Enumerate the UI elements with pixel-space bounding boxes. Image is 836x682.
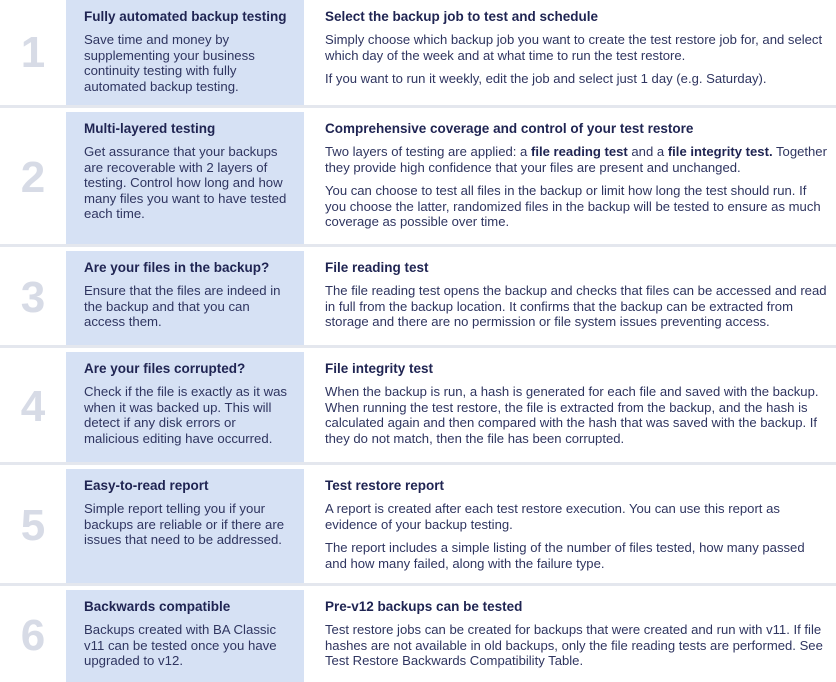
feature-row-6 — [0, 590, 836, 682]
detail-text: Together they provide high confidence that your files are present and unchanged. — [325, 144, 827, 175]
feature-summary — [66, 352, 304, 462]
feature-detail — [304, 251, 836, 345]
feature-row-5 — [0, 469, 836, 583]
row-number: 1 — [20, 27, 46, 77]
feature-summary — [66, 590, 304, 682]
detail-paragraph — [325, 144, 828, 175]
feature-detail — [304, 352, 836, 462]
detail-title: Test restore report — [325, 478, 445, 493]
detail-title: Comprehensive coverage and control of your test restore — [325, 121, 694, 136]
feature-description: Check if the file is exactly as it was when it was backed up. This will detect if any disk errors or malicious editing have occurred. — [84, 384, 288, 446]
file-integrity-test-highlight: file integrity test. — [667, 144, 773, 159]
feature-detail — [304, 0, 836, 105]
detail-paragraph: If you want to run it weekly, edit the job and select just 1 day (e.g. Saturday). — [325, 71, 767, 87]
feature-detail — [304, 590, 836, 682]
feature-summary — [66, 251, 304, 345]
feature-title: Easy-to-read report — [84, 478, 209, 493]
row-divider — [0, 583, 836, 586]
row-number: 2 — [20, 153, 46, 202]
feature-row-1 — [0, 0, 836, 105]
feature-description: Backups created with BA Classic v11 can be tested once you have upgraded to v12. — [84, 622, 277, 669]
detail-title: Select the backup job to test and schedule — [325, 9, 599, 24]
feature-title: Are your files in the backup? — [84, 260, 270, 275]
row-number: 5 — [20, 501, 46, 550]
feature-description: Simple report telling you if your backups are reliable or if there are issues that need to be addressed. — [84, 501, 285, 548]
detail-text: Two layers of testing are applied: a — [325, 144, 531, 159]
row-divider — [0, 345, 836, 348]
detail-paragraph: You can choose to test all files in the backup or limit how long the test should run. If you choose the latter, randomized files in the backup will be tested to ensure as much coverage as possible over time. — [325, 183, 821, 230]
detail-paragraph: When the backup is run, a hash is generated for each file and saved with the backup. When running the test restore, the file is extracted from the backup, and the hash is calculated again and then compared with the hash that was saved with the backup. If they do not match, then the file has been corrupted. — [325, 384, 819, 446]
detail-paragraph: Simply choose which backup job you want to create the test restore job for, and select which day of the week and at what time to run the test restore. — [325, 32, 823, 63]
feature-title: Multi-layered testing — [84, 121, 216, 136]
row-number: 6 — [20, 611, 46, 660]
feature-detail — [304, 112, 836, 244]
feature-description: Get assurance that your backups are recoverable with 2 layers of testing. Control how long and how many files you want to have tested each time. — [84, 144, 287, 222]
detail-title: File reading test — [325, 260, 429, 275]
feature-summary — [66, 469, 304, 583]
feature-description: Save time and money by supplementing your business continuity testing with fully automated backup testing. — [84, 32, 255, 94]
detail-paragraph: The file reading test opens the backup and checks that files can be accessed and read in full from the backup location. It confirms that the backup can be extracted from storage and there are no permission or file system issues preventing access. — [325, 283, 827, 330]
detail-title: File integrity test — [325, 361, 434, 376]
detail-paragraph: The report includes a simple listing of the number of files tested, how many passed and how many failed, along with the failure type. — [325, 540, 805, 571]
detail-title: Pre-v12 backups can be tested — [325, 599, 523, 614]
feature-row-2 — [0, 112, 836, 244]
row-divider — [0, 462, 836, 465]
feature-summary — [66, 0, 304, 105]
file-reading-test-highlight: file reading test — [530, 144, 628, 159]
feature-summary — [66, 112, 304, 244]
feature-title: Are your files corrupted? — [84, 361, 246, 376]
row-divider — [0, 105, 836, 108]
detail-paragraph: Test restore jobs can be created for backups that were created and run with v11. If file hashes are not available in old backups, only the file reading tests are performed. See Test Restore Backwards Compatibility Table. — [325, 622, 823, 669]
row-number: 3 — [20, 273, 46, 322]
detail-text: and a — [627, 144, 668, 159]
feature-row-4 — [0, 352, 836, 462]
feature-detail — [304, 469, 836, 583]
feature-row-3 — [0, 251, 836, 345]
feature-title: Backwards compatible — [84, 599, 231, 614]
row-divider — [0, 244, 836, 247]
feature-title: Fully automated backup testing — [84, 9, 287, 24]
row-number: 4 — [20, 382, 46, 431]
feature-description: Ensure that the files are indeed in the backup and that you can access them. — [84, 283, 281, 330]
detail-paragraph: A report is created after each test restore execution. You can use this report as evidence of your backup testing. — [325, 501, 780, 532]
